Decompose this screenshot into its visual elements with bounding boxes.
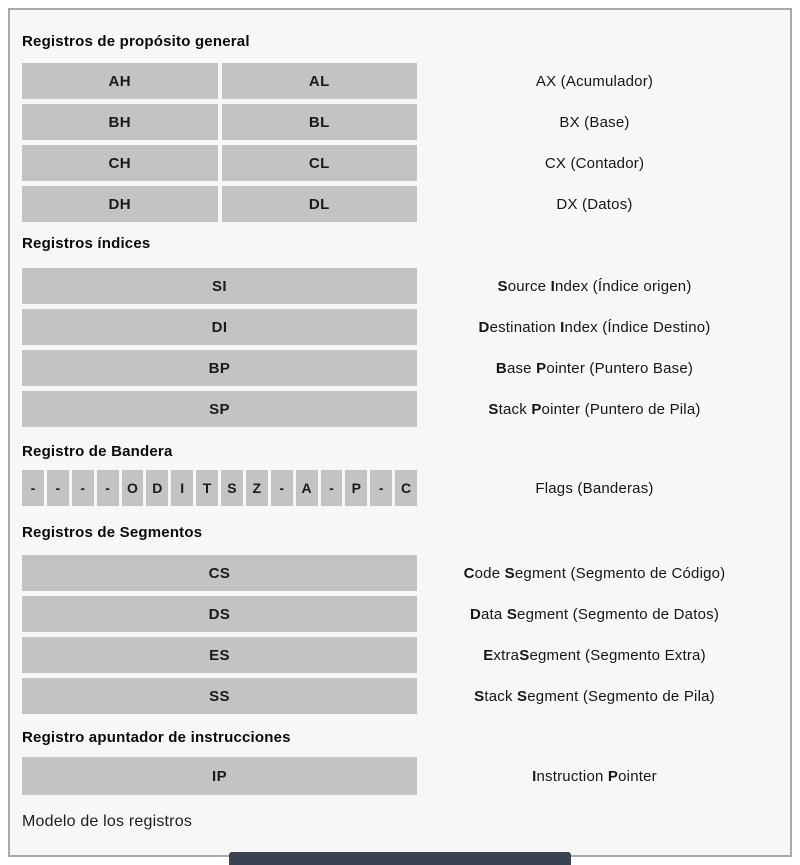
flag-cell-interrupt: I: [171, 470, 193, 506]
section-title-segments: Registros de Segmentos: [22, 524, 203, 541]
register-row-cs: [22, 555, 778, 591]
register-row-ss: [22, 678, 778, 714]
flag-cell-direction: D: [146, 470, 168, 506]
flag-cell-1: -: [370, 470, 392, 506]
register-label-cs: Code Segment (Segmento de Código): [463, 564, 726, 582]
register-model-panel: [8, 8, 792, 857]
register-row-ip: [22, 757, 778, 795]
register-box-bp: BP: [22, 350, 417, 386]
register-box-bh: BH: [22, 104, 218, 140]
section-title-flags: Registro de Bandera: [22, 443, 173, 460]
scrollbar-thumb[interactable]: [229, 852, 571, 865]
flag-cell-zero: Z: [246, 470, 268, 506]
section-title-instruction-pointer: Registro apuntador de instrucciones: [22, 729, 291, 746]
register-row-si: [22, 268, 778, 304]
flag-cell-12: -: [97, 470, 119, 506]
flag-cell-13: -: [72, 470, 94, 506]
index-registers: [22, 268, 778, 427]
flag-cell-overflow: O: [122, 470, 144, 506]
register-row-ax: [22, 63, 778, 99]
register-box-di: DI: [22, 309, 417, 345]
figure-caption: Modelo de los registros: [22, 813, 193, 830]
flag-cell-5: -: [271, 470, 293, 506]
section-title-general: Registros de propósito general: [22, 33, 250, 50]
register-label-cx: CX (Contador): [544, 154, 645, 172]
register-box-cs: CS: [22, 555, 417, 591]
flags-register-row: [22, 470, 778, 506]
flag-cell-carry: C: [395, 470, 417, 506]
segment-registers: [22, 555, 778, 714]
flags-label: Flags (Banderas): [535, 479, 654, 497]
register-label-ax: AX (Acumulador): [535, 72, 654, 90]
register-row-bx: [22, 104, 778, 140]
register-label-bp: Base Pointer (Puntero Base): [495, 359, 694, 377]
flag-cell-aux: A: [296, 470, 318, 506]
register-label-es: ExtraSegment (Segmento Extra): [483, 646, 706, 664]
register-box-es: ES: [22, 637, 417, 673]
flag-cell-3: -: [321, 470, 343, 506]
register-row-cx: [22, 145, 778, 181]
register-label-ds: Data Segment (Segmento de Datos): [469, 605, 720, 623]
register-box-al: AL: [222, 63, 418, 99]
register-box-dh: DH: [22, 186, 218, 222]
register-label-dx: DX (Datos): [556, 195, 633, 213]
register-label-bx: BX (Base): [559, 113, 630, 131]
register-label-si: Source Index (Índice origen): [497, 277, 692, 295]
register-box-ah: AH: [22, 63, 218, 99]
register-label-ip: Instruction Pointer: [532, 767, 657, 785]
flag-cells: [22, 470, 417, 506]
register-box-ss: SS: [22, 678, 417, 714]
register-label-sp: Stack Pointer (Puntero de Pila): [488, 400, 701, 418]
register-row-es: [22, 637, 778, 673]
flag-cell-15: -: [22, 470, 44, 506]
flag-cell-14: -: [47, 470, 69, 506]
flag-cell-parity: P: [345, 470, 367, 506]
flag-cell-sign: S: [221, 470, 243, 506]
general-registers: [22, 63, 778, 222]
register-box-si: SI: [22, 268, 417, 304]
register-box-ip: IP: [22, 757, 417, 795]
register-label-ss: Stack Segment (Segmento de Pila): [474, 687, 715, 705]
register-row-ds: [22, 596, 778, 632]
register-box-sp: SP: [22, 391, 417, 427]
register-box-dl: DL: [222, 186, 418, 222]
register-row-dx: [22, 186, 778, 222]
register-box-ds: DS: [22, 596, 417, 632]
instruction-pointer-register: [22, 757, 778, 795]
register-row-di: [22, 309, 778, 345]
register-row-sp: [22, 391, 778, 427]
register-label-di: Destination Index (Índice Destino): [478, 318, 711, 336]
section-title-index: Registros índices: [22, 235, 151, 252]
register-box-cl: CL: [222, 145, 418, 181]
register-box-ch: CH: [22, 145, 218, 181]
register-row-bp: [22, 350, 778, 386]
register-box-bl: BL: [222, 104, 418, 140]
flag-cell-trap: T: [196, 470, 218, 506]
